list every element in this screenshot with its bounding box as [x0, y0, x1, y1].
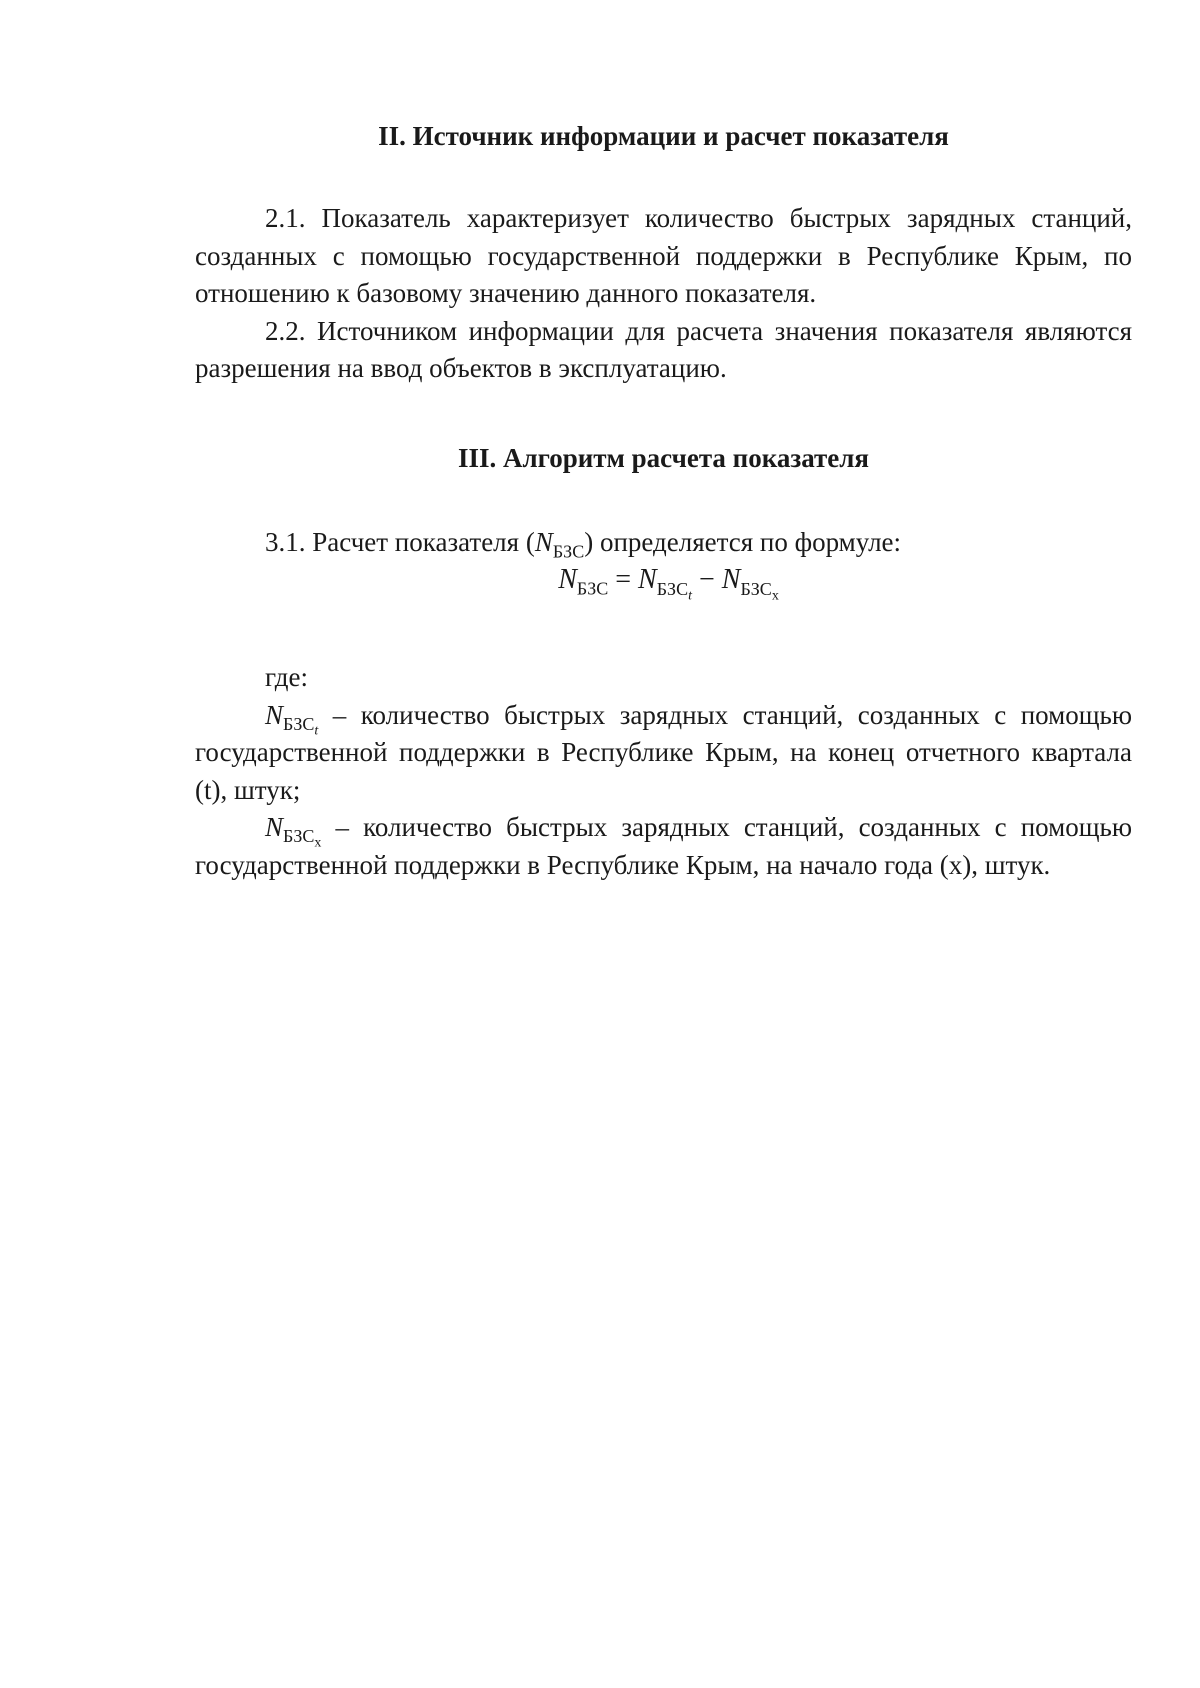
where-label: где:	[265, 662, 308, 692]
definition-n-bzs-t	[195, 697, 1132, 810]
formula-lhs: $N_{БЗС}$	[558, 564, 609, 599]
section-3-heading: III. Алгоритм расчета показателя	[457, 442, 870, 473]
section-3-body	[195, 524, 1132, 885]
definition-n-bzs-x	[195, 809, 1132, 884]
paragraph-2-2: 2.2. Источником информации для расчета значения показателя являются разрешения на ввод объектов в эксплуатацию.	[195, 315, 1132, 383]
document-content	[195, 118, 1132, 884]
symbol-n-bzs-inline: $N_{БЗС}$	[534, 526, 585, 561]
section-2-body	[195, 200, 1132, 388]
definition-x-text: – количество быстрых зарядных станций, созданных с помощью государственной поддержки в Республике Крым, на начало года (х), штук.	[195, 812, 1132, 880]
formula-term-x: $N_{БЗС_х}$	[721, 564, 779, 604]
paragraph-3-1-lead: 3.1. Расчет показателя (	[265, 526, 535, 557]
formula-equals: =	[608, 564, 639, 595]
formula	[195, 561, 1132, 604]
symbol-n-bzs-x: $N_{БЗС_х}$	[265, 812, 322, 851]
paragraph-2-1: 2.1. Показатель характеризует количество быстрых зарядных станций, созданных с помощью государственной поддержки в Республике Крым, по отношению к базовому значению данного показателя.	[195, 203, 1132, 308]
symbol-n-bzs-t: $N_{БЗС_t}$	[265, 699, 319, 739]
section-2-heading: II. Источник информации и расчет показателя	[378, 121, 949, 151]
formula-minus: −	[691, 564, 722, 595]
paragraph-3-1-tail: ) определяется по формуле:	[584, 526, 902, 557]
formula-term-t: $N_{БЗС_t}$	[638, 564, 692, 604]
definition-t-text: – количество быстрых зарядных станций, созданных с помощью государственной поддержки в Республике Крым, на конец отчетного квартала (t), штук;	[195, 699, 1132, 805]
paragraph-3-1	[195, 524, 1132, 562]
